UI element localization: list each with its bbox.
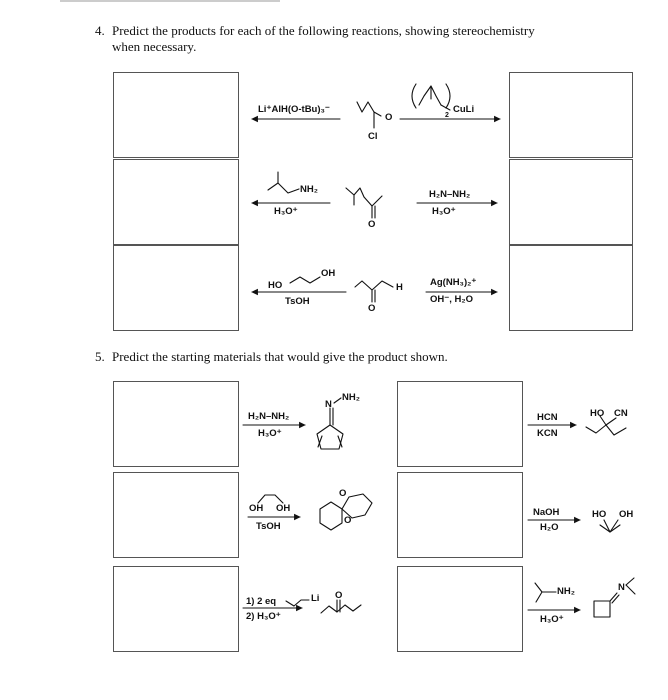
atom-o-4b: O <box>368 219 376 230</box>
hydrazone-nh2: NH₂ <box>342 392 360 403</box>
reagent-5e-step1: 1) 2 eq <box>246 596 277 607</box>
diol-oh: OH <box>321 268 336 279</box>
imine-n: N <box>618 582 625 593</box>
question-4-text-line2: when necessary. <box>112 39 197 54</box>
acetal-o-top: O <box>339 488 347 499</box>
amine-5f-nh2: NH₂ <box>557 586 575 597</box>
gem-diol-ho: HO <box>592 509 607 520</box>
atom-h: H <box>396 282 403 293</box>
ketone-skeleton <box>346 188 382 206</box>
reagent-4b-right-below: H₃O⁺ <box>432 206 456 217</box>
reagent-4a-left: Li⁺AlH(O-tBu)₃⁻ <box>258 104 330 115</box>
amine-nh2: NH₂ <box>300 184 318 195</box>
cyanohydrin-skeleton <box>586 425 626 435</box>
reagent-4c-left-below: TsOH <box>285 296 310 307</box>
atom-o-4a: O <box>385 112 393 123</box>
reagent-5a-below: H₃O⁺ <box>258 428 282 439</box>
subscript-2: 2 <box>445 112 449 119</box>
glycol-skeleton <box>258 495 283 503</box>
ketone-o: O <box>335 590 343 601</box>
cyclopentadiene-ring <box>317 425 343 449</box>
reagent-5b-above: HCN <box>537 412 558 423</box>
reagent-4a-right: CuLi <box>453 104 475 115</box>
reagent-5d-above: NaOH <box>533 507 560 518</box>
organolithium-li: Li <box>311 593 320 604</box>
reagent-5e-step2: 2) H₃O⁺ <box>246 611 281 622</box>
acetal-o-bottom: O <box>344 515 352 526</box>
glycol-oh-left: OH <box>249 503 264 514</box>
tertiary-alcohol-skeleton <box>321 605 361 613</box>
reagent-4c-right-below: OH⁻, H₂O <box>430 294 474 305</box>
acid-chloride-skeleton <box>357 102 381 116</box>
reagent-5b-below: KCN <box>537 428 558 439</box>
organolithium-skeleton <box>286 600 309 606</box>
isopropylamine-skeleton <box>535 583 556 592</box>
reagent-5f-below: H₃O⁺ <box>540 614 564 625</box>
glycol-oh-right: OH <box>276 503 291 514</box>
reagent-4b-left-below: H₃O⁺ <box>274 206 298 217</box>
diol-ho: HO <box>268 280 283 291</box>
atom-o-4c: O <box>368 303 376 314</box>
reagent-5d-below: H₂O <box>540 522 559 533</box>
amine-skeleton <box>268 183 299 193</box>
cyclobutane-ring <box>594 601 610 617</box>
reagent-4c-right-above: Ag(NH₃)₂⁺ <box>430 277 477 288</box>
cyanohydrin-ho: HO <box>590 408 605 419</box>
reagent-5a-above: H₂N–NH₂ <box>248 411 290 422</box>
cuprate-skeleton <box>419 86 441 105</box>
reagent-5c-below: TsOH <box>256 521 281 532</box>
question-5-number: 5. <box>95 349 105 364</box>
diol-skeleton <box>290 277 320 283</box>
aldehyde-skeleton <box>355 281 393 290</box>
question-5-text: Predict the starting materials that would give the product shown. <box>112 349 448 364</box>
question-4-text-line1: Predict the products for each of the following reactions, showing stereochemistry <box>112 23 535 38</box>
cyclohexane-ring <box>320 502 342 530</box>
question-4-number: 4. <box>95 23 105 38</box>
cyanohydrin-cn: CN <box>614 408 628 419</box>
atom-cl: Cl <box>368 131 378 142</box>
hydrazone-n: N <box>325 399 332 410</box>
reagent-4b-right-above: H₂N–NH₂ <box>429 189 471 200</box>
gem-diol-oh: OH <box>619 509 634 520</box>
